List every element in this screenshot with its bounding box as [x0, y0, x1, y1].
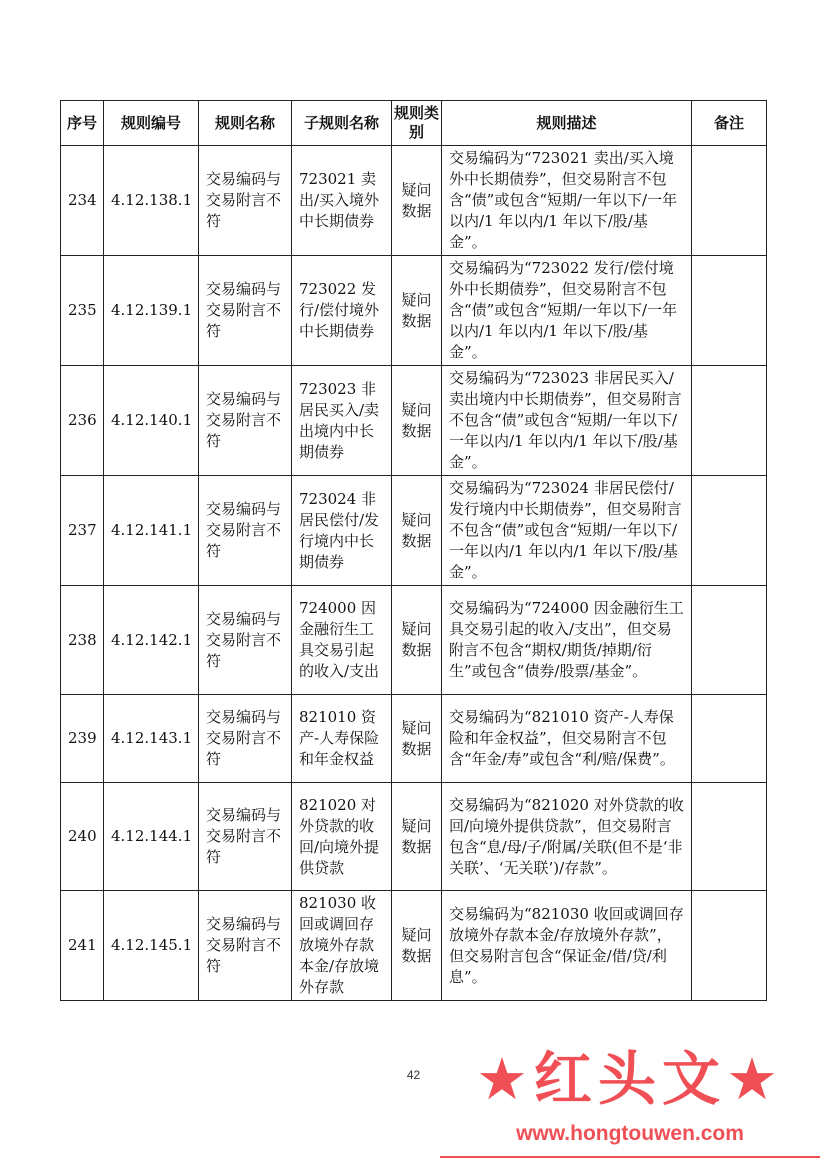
header-rule-id: 规则编号	[104, 101, 199, 146]
cell-rule-id: 4.12.145.1	[104, 891, 199, 1001]
cell-rule-category: 疑问数据	[392, 366, 442, 476]
watermark-url: www.hongtouwen.com	[516, 1122, 744, 1145]
cell-rule-category: 疑问数据	[392, 476, 442, 586]
cell-seq: 236	[61, 366, 104, 476]
header-rule-name: 规则名称	[199, 101, 292, 146]
cell-rule-name: 交易编码与交易附言不符	[199, 476, 292, 586]
cell-rule-id: 4.12.138.1	[104, 146, 199, 256]
cell-sub-rule-name: 723021 卖出/买入境外中长期债券	[292, 146, 392, 256]
cell-remark	[692, 366, 767, 476]
header-rule-category: 规则类别	[392, 101, 442, 146]
table-row	[61, 783, 767, 891]
page-number: 42	[406, 1068, 421, 1082]
cell-rule-category: 疑问数据	[392, 783, 442, 891]
cell-rule-category: 疑问数据	[392, 146, 442, 256]
cell-rule-description: 交易编码为“724000 因金融衍生工具交易引起的收入/支出”，但交易附言不包含“期权/期货/掉期/衍生”或包含“债券/股票/基金”。	[442, 586, 692, 695]
cell-rule-id: 4.12.143.1	[104, 695, 199, 783]
cell-rule-name: 交易编码与交易附言不符	[199, 891, 292, 1001]
cell-rule-category: 疑问数据	[392, 891, 442, 1001]
cell-seq: 240	[61, 783, 104, 891]
cell-rule-name: 交易编码与交易附言不符	[199, 783, 292, 891]
cell-sub-rule-name: 723024 非居民偿付/发行境内中长期债券	[292, 476, 392, 586]
header-rule-description: 规则描述	[442, 101, 692, 146]
cell-rule-id: 4.12.142.1	[104, 586, 199, 695]
cell-rule-category: 疑问数据	[392, 695, 442, 783]
cell-rule-name: 交易编码与交易附言不符	[199, 695, 292, 783]
table-row	[61, 476, 767, 586]
cell-rule-description: 交易编码为“821020 对外贷款的收回/向境外提供贷款”，但交易附言包含“息/母/子/附属/关联(但不是‘非关联’、‘无关联’)/存款”。	[442, 783, 692, 891]
cell-rule-id: 4.12.139.1	[104, 256, 199, 366]
cell-seq: 241	[61, 891, 104, 1001]
cell-rule-name: 交易编码与交易附言不符	[199, 146, 292, 256]
watermark-brand: ★红头文★	[476, 1045, 784, 1113]
watermark-logo	[440, 1044, 820, 1164]
table-row	[61, 891, 767, 1001]
cell-rule-id: 4.12.144.1	[104, 783, 199, 891]
header-seq: 序号	[61, 101, 104, 146]
cell-remark	[692, 586, 767, 695]
table-row	[61, 695, 767, 783]
cell-sub-rule-name: 821020 对外贷款的收回/向境外提供贷款	[292, 783, 392, 891]
cell-sub-rule-name: 821030 收回或调回存放境外存款本金/存放境外存款	[292, 891, 392, 1001]
table-row	[61, 586, 767, 695]
cell-rule-category: 疑问数据	[392, 256, 442, 366]
cell-rule-description: 交易编码为“821030 收回或调回存放境外存款本金/存放境外存款”，但交易附言包含“保证金/借/贷/利息”。	[442, 891, 692, 1001]
cell-rule-id: 4.12.140.1	[104, 366, 199, 476]
cell-rule-description: 交易编码为“723022 发行/偿付境外中长期债券”，但交易附言不包含“债”或包含“短期/一年以下/一年以内/1 年以内/1 年以下/股/基金”。	[442, 256, 692, 366]
cell-rule-description: 交易编码为“723023 非居民买入/卖出境内中长期债券”，但交易附言不包含“债”或包含“短期/一年以下/一年以内/1 年以内/1 年以下/股/基金”。	[442, 366, 692, 476]
table-row	[61, 146, 767, 256]
table-row	[61, 366, 767, 476]
table-header-row	[61, 101, 767, 146]
rules-table	[60, 100, 767, 1001]
header-sub-rule-name: 子规则名称	[292, 101, 392, 146]
cell-rule-name: 交易编码与交易附言不符	[199, 256, 292, 366]
table-row	[61, 256, 767, 366]
cell-rule-name: 交易编码与交易附言不符	[199, 366, 292, 476]
cell-seq: 239	[61, 695, 104, 783]
cell-rule-description: 交易编码为“723021 卖出/买入境外中长期债券”，但交易附言不包含“债”或包含“短期/一年以下/一年以内/1 年以内/1 年以下/股/基金”。	[442, 146, 692, 256]
cell-rule-description: 交易编码为“821010 资产-人寿保险和年金权益”，但交易附言不包含“年金/寿”或包含“利/赔/保费”。	[442, 695, 692, 783]
cell-rule-category: 疑问数据	[392, 586, 442, 695]
cell-remark	[692, 695, 767, 783]
cell-rule-name: 交易编码与交易附言不符	[199, 586, 292, 695]
cell-sub-rule-name: 724000 因金融衍生工具交易引起的收入/支出	[292, 586, 392, 695]
cell-seq: 235	[61, 256, 104, 366]
cell-sub-rule-name: 821010 资产-人寿保险和年金权益	[292, 695, 392, 783]
cell-seq: 234	[61, 146, 104, 256]
cell-rule-description: 交易编码为“723024 非居民偿付/发行境内中长期债券”，但交易附言不包含“债”或包含“短期/一年以下/一年以内/1 年以内/1 年以下/股/基金”。	[442, 476, 692, 586]
cell-seq: 237	[61, 476, 104, 586]
cell-sub-rule-name: 723022 发行/偿付境外中长期债券	[292, 256, 392, 366]
cell-remark	[692, 891, 767, 1001]
header-remark: 备注	[692, 101, 767, 146]
cell-remark	[692, 256, 767, 366]
cell-seq: 238	[61, 586, 104, 695]
cell-remark	[692, 476, 767, 586]
cell-remark	[692, 146, 767, 256]
watermark-underline	[440, 1156, 820, 1158]
cell-sub-rule-name: 723023 非居民买入/卖出境内中长期债券	[292, 366, 392, 476]
cell-rule-id: 4.12.141.1	[104, 476, 199, 586]
cell-remark	[692, 783, 767, 891]
